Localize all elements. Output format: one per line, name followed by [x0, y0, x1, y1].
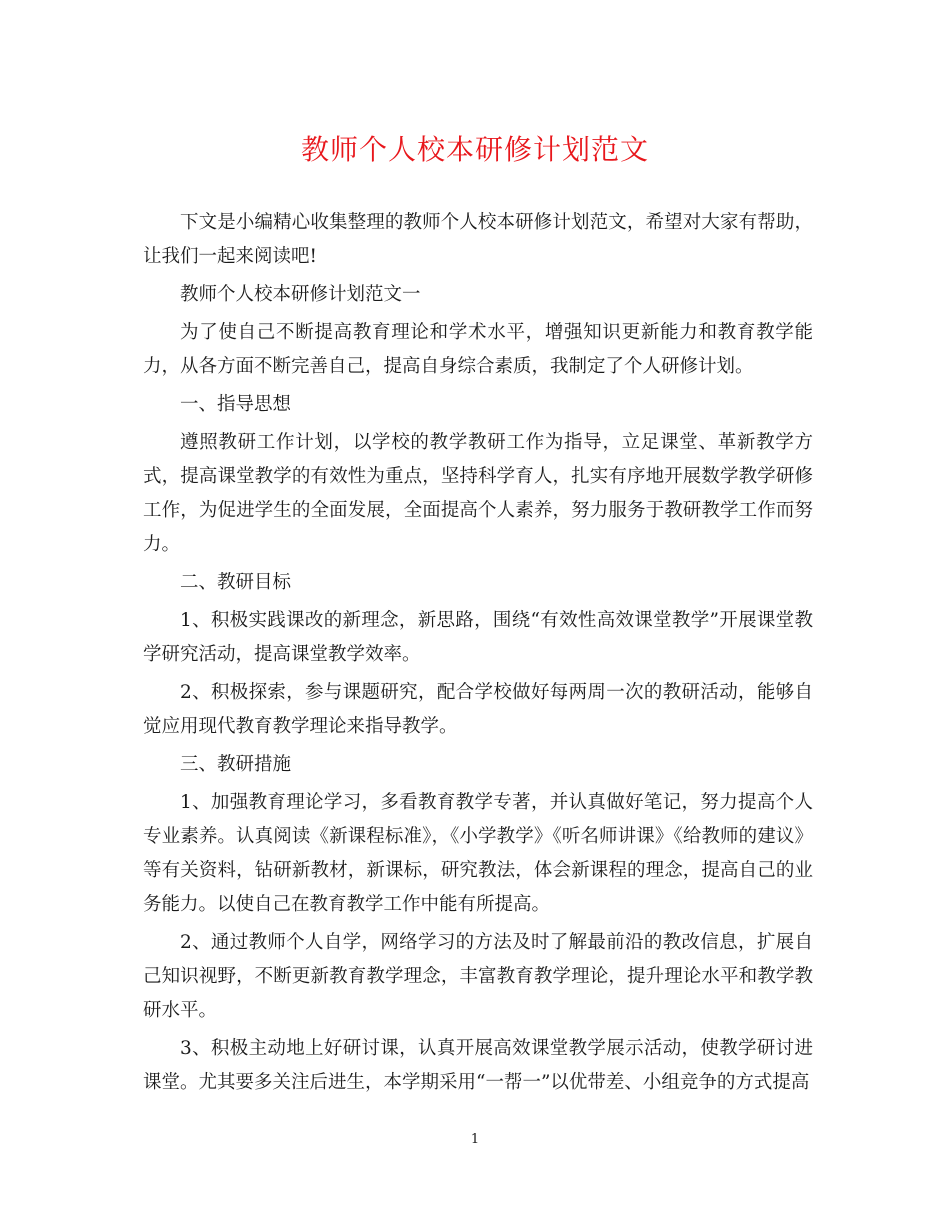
section-heading-sample-one: 教师个人校本研修计划范文一 [180, 284, 421, 305]
document-title: 教师个人校本研修计划范文 [300, 133, 649, 166]
measure-item-1: 1、加强教育理论学习，多看教育教学专著，并认真做好笔记，努力提高个人专业素养。认真阅读《新课程标准》，《小学教学》《听名师讲课》《给教师的建议》等有关资料，钻研新教材，新课标，研究教法，体会新课程的理念，提高自己的业务能力。以使自己在教育教学工作中能有所提高。 [143, 792, 813, 915]
heading-research-measures: 三、教研措施 [180, 754, 292, 775]
page-number: 1 [470, 1132, 480, 1147]
intro-paragraph: 下文是小编精心收集整理的教师个人校本研修计划范文，希望对大家有帮助，让我们一起来阅读吧! [143, 212, 813, 267]
document-body [143, 206, 813, 1104]
purpose-paragraph: 为了使自己不断提高教育理论和学术水平，增强知识更新能力和教育教学能力，从各方面不断完善自己，提高自身综合素质，我制定了个人研修计划。 [143, 322, 813, 377]
goal-item-1: 1、积极实践课改的新理念，新思路，围绕“有效性高效课堂教学”开展课堂教学研究活动，提高课堂教学效率。 [143, 610, 813, 665]
goal-item-2: 2、积极探索，参与课题研究，配合学校做好每两周一次的教研活动，能够自觉应用现代教育教学理论来指导教学。 [143, 682, 813, 737]
heading-research-goals: 二、教研目标 [180, 572, 292, 593]
guiding-ideology-paragraph: 遵照教研工作计划，以学校的教学教研工作为指导，立足课堂、革新教学方式，提高课堂教学的有效性为重点，坚持科学育人，扎实有序地开展数学教学研修工作，为促进学生的全面发展，全面提高个人素养，努力服务于教研教学工作而努力。 [143, 432, 813, 555]
measure-item-2: 2、通过教师个人自学，网络学习的方法及时了解最前沿的教改信息，扩展自己知识视野，不断更新教育教学理念，丰富教育教学理论，提升理论水平和教学教研水平。 [143, 932, 813, 1021]
heading-guiding-ideology: 一、指导思想 [180, 394, 292, 415]
measure-item-3: 3、积极主动地上好研讨课，认真开展高效课堂教学展示活动，使教学研讨进课堂。尤其要多关注后进生，本学期采用“一帮一”以优带差、小组竞争的方式提高 [143, 1038, 813, 1093]
